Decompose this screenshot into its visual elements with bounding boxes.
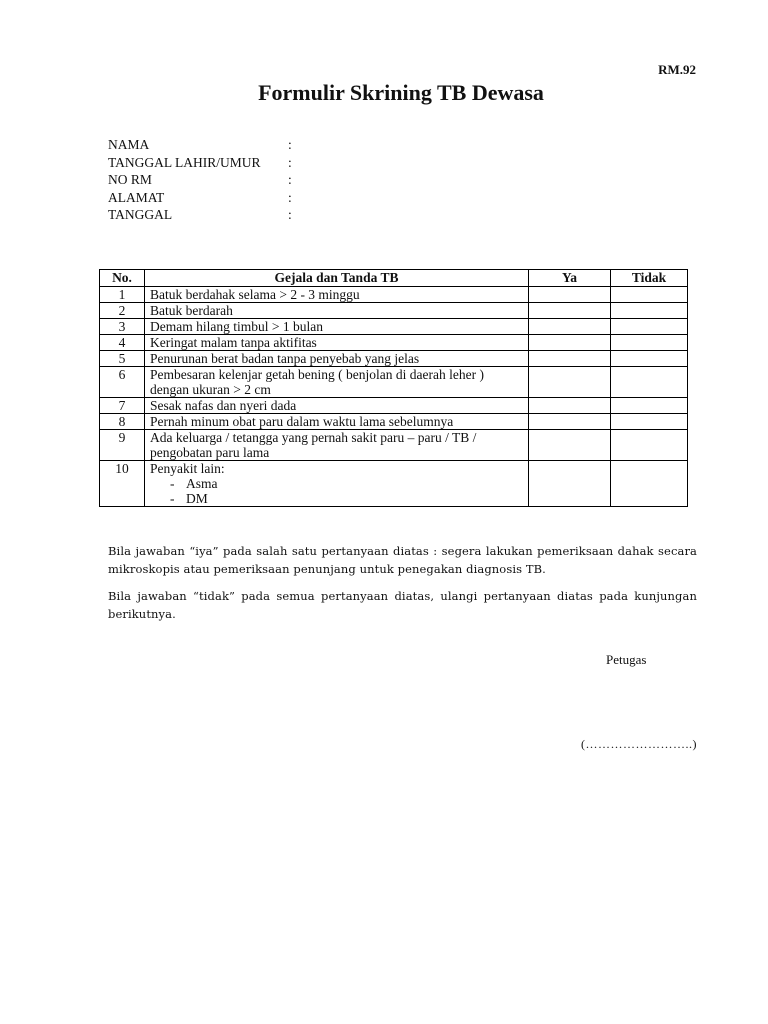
yes-cell[interactable] <box>529 287 611 303</box>
no-cell[interactable] <box>611 430 688 461</box>
no-cell[interactable] <box>611 335 688 351</box>
row-symptom-other <box>145 461 529 507</box>
yes-cell[interactable] <box>529 414 611 430</box>
identity-field-birthdate <box>108 154 292 172</box>
row-number: 2 <box>100 303 145 319</box>
no-cell[interactable] <box>611 461 688 507</box>
row-symptom: Batuk berdahak selama > 2 - 3 minggu <box>145 287 529 303</box>
header-no: No. <box>100 270 145 287</box>
row-symptom: Penyakit lain: <box>150 461 225 476</box>
signature-line: (……………………..) <box>581 737 697 751</box>
instruction-no: Bila jawaban “tidak” pada semua pertanyaan diatas, ulangi pertanyaan diatas pada kunjungan berikutnya. <box>108 588 697 621</box>
page-title: Formulir Skrining TB Dewasa <box>258 80 544 105</box>
row-number: 10 <box>100 461 145 507</box>
table-row <box>100 319 688 335</box>
field-label: TANGGAL <box>108 207 173 222</box>
field-separator: : <box>288 207 292 222</box>
identity-field-address <box>108 189 292 207</box>
field-separator: : <box>288 154 292 170</box>
header-no-answer: Tidak <box>611 270 688 287</box>
yes-cell[interactable] <box>529 398 611 414</box>
identity-field-rm <box>108 171 292 189</box>
row-number: 8 <box>100 414 145 430</box>
yes-cell[interactable] <box>529 430 611 461</box>
yes-cell[interactable] <box>529 319 611 335</box>
table-row <box>100 287 688 303</box>
list-item-asthma: - Asma <box>170 476 523 491</box>
table-row <box>100 461 688 507</box>
identity-field-date <box>108 206 292 224</box>
officer-label: Petugas <box>606 652 647 667</box>
table-row <box>100 303 688 319</box>
field-label: NO RM <box>108 172 152 187</box>
table-row <box>100 430 688 461</box>
table-header-row <box>100 270 688 287</box>
row-number: 1 <box>100 287 145 303</box>
table-row <box>100 335 688 351</box>
no-cell[interactable] <box>611 367 688 398</box>
screening-table <box>99 269 688 507</box>
list-item-dm: - DM <box>170 491 523 506</box>
row-symptom: Demam hilang timbul > 1 bulan <box>145 319 529 335</box>
table-row <box>100 367 688 398</box>
no-cell[interactable] <box>611 398 688 414</box>
form-code: RM.92 <box>658 62 696 77</box>
no-cell[interactable] <box>611 287 688 303</box>
field-label: NAMA <box>108 137 150 152</box>
row-number: 7 <box>100 398 145 414</box>
row-number: 9 <box>100 430 145 461</box>
yes-cell[interactable] <box>529 335 611 351</box>
no-cell[interactable] <box>611 319 688 335</box>
yes-cell[interactable] <box>529 461 611 507</box>
no-cell[interactable] <box>611 351 688 367</box>
header-symptom: Gejala dan Tanda TB <box>145 270 529 287</box>
no-cell[interactable] <box>611 303 688 319</box>
row-number: 6 <box>100 367 145 398</box>
field-label: ALAMAT <box>108 189 165 205</box>
field-separator: : <box>288 137 292 152</box>
other-disease-list <box>150 476 523 506</box>
yes-cell[interactable] <box>529 351 611 367</box>
table-row <box>100 351 688 367</box>
row-symptom: Ada keluarga / tetangga yang pernah sakit paru – paru / TB / pengobatan paru lama <box>145 430 529 461</box>
row-symptom: Batuk berdarah <box>145 303 529 319</box>
instruction-yes: Bila jawaban “iya” pada salah satu pertanyaan diatas : segera lakukan pemeriksaan dahak secara mikroskopis atau pemeriksaan penunjang untuk penegakan diagnosis TB. <box>108 543 697 576</box>
row-number: 3 <box>100 319 145 335</box>
field-separator: : <box>288 189 292 205</box>
table-row <box>100 398 688 414</box>
no-cell[interactable] <box>611 414 688 430</box>
row-symptom: Keringat malam tanpa aktifitas <box>145 335 529 351</box>
row-symptom: Pernah minum obat paru dalam waktu lama sebelumnya <box>145 414 529 430</box>
yes-cell[interactable] <box>529 303 611 319</box>
field-label: TANGGAL LAHIR/UMUR <box>108 154 261 170</box>
table-row <box>100 414 688 430</box>
row-symptom: Pembesaran kelenjar getah bening ( benjolan di daerah leher ) dengan ukuran > 2 cm <box>145 367 529 398</box>
field-separator: : <box>288 172 292 187</box>
row-symptom: Penurunan berat badan tanpa penyebab yang jelas <box>145 351 529 367</box>
yes-cell[interactable] <box>529 367 611 398</box>
row-number: 4 <box>100 335 145 351</box>
row-symptom: Sesak nafas dan nyeri dada <box>145 398 529 414</box>
identity-section <box>108 136 292 224</box>
header-yes: Ya <box>529 270 611 287</box>
row-number: 5 <box>100 351 145 367</box>
identity-field-name <box>108 136 292 154</box>
